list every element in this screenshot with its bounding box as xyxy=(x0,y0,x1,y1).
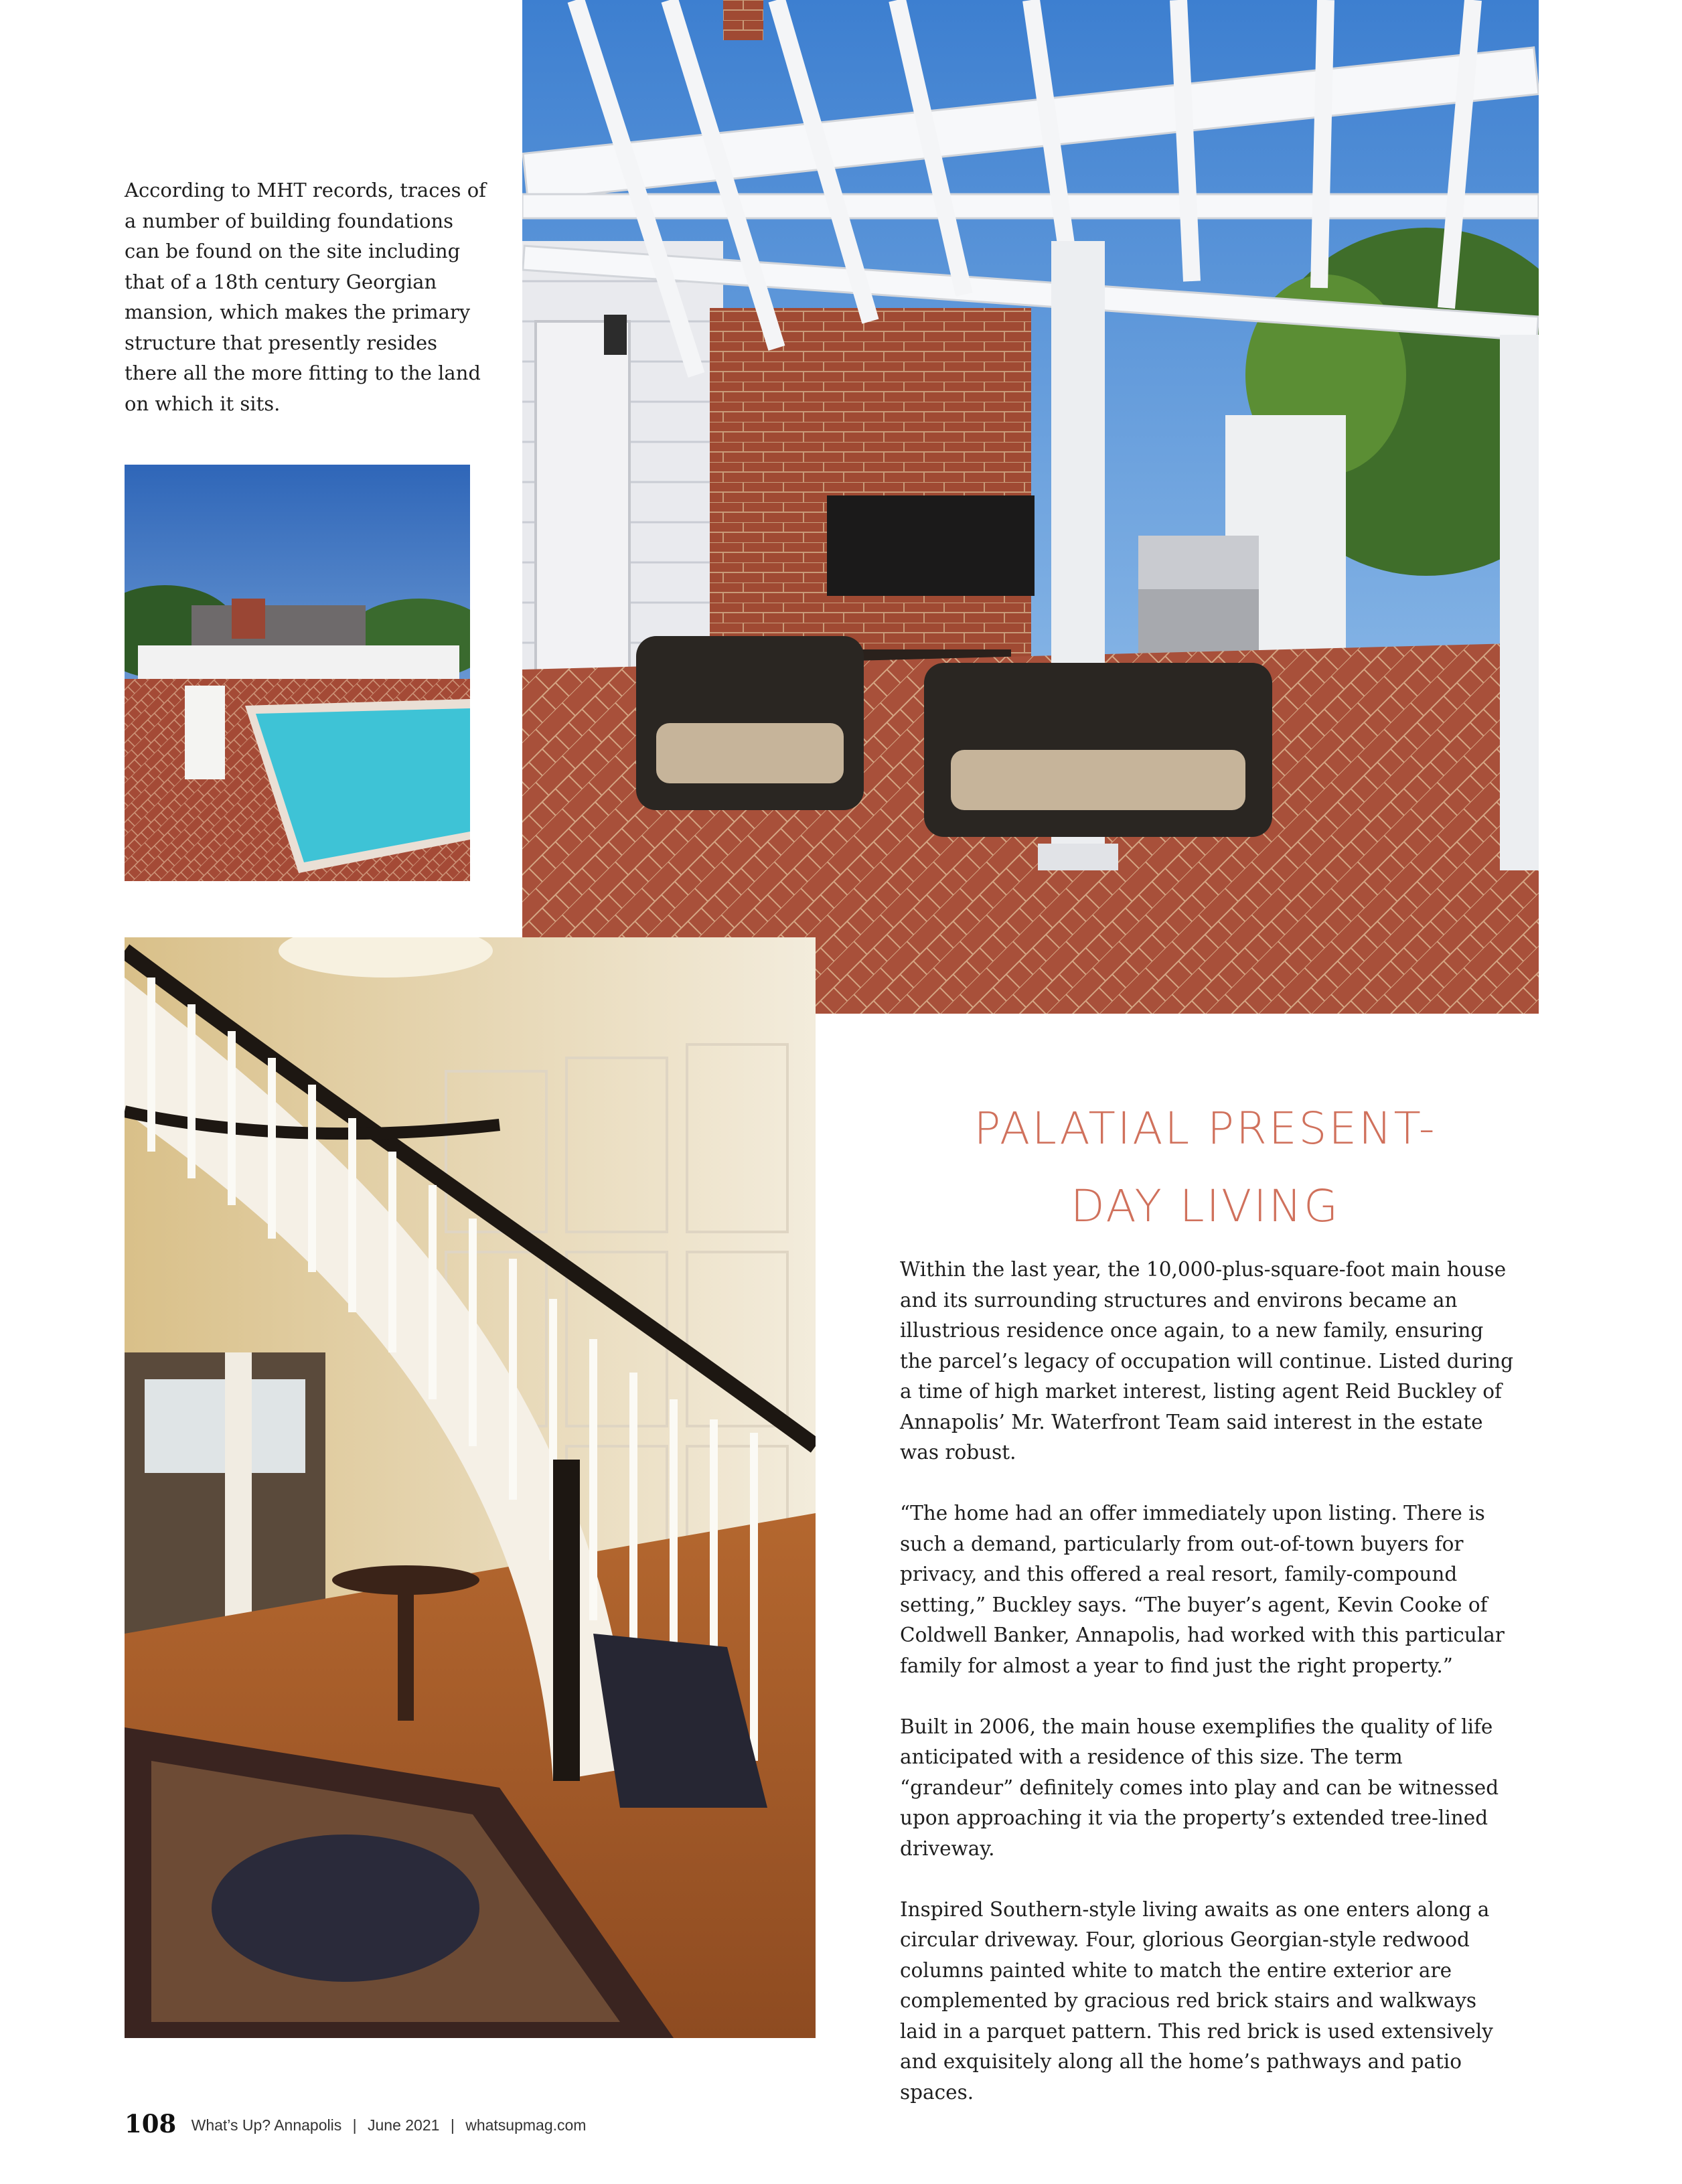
section-heading xyxy=(870,1090,1540,1245)
sidebar-paragraph: According to MHT records, traces of a number of building foundations can be found on the site including that of a 18th century Georgian mansion, which makes the primary structure that presently resides there all the more fitting to the land on which it sits. xyxy=(125,179,486,415)
photo-pergola-patio xyxy=(522,0,1539,1014)
article-paragraph: Within the last year, the 10,000-plus-square-foot main house and its surrounding structures and environs became an illustrious residence once again, to a new family, ensuring the parcel’s legacy of occupation will continue. Listed during a time of high market interest, listing agent Reid Buckley of Annapolis’ Mr. Waterfront Team said interest in the estate was robust. xyxy=(900,1258,1514,1464)
article-paragraph: “The home had an offer immediately upon listing. There is such a demand, particularly from out-of-town buyers for privacy, and this offered a real resort, family-compound setting,” Buckley says. “The buyer’s agent, Kevin Cooke of Coldwell Banker, Annapolis, had worked with this particular family for almost a year to find just the right property.” xyxy=(900,1502,1505,1677)
article-paragraph: Inspired Southern-style living awaits as one enters along a circular driveway. Four, glorious Georgian-style redwood columns painted white to match the entire exterior are complemented by gracious red brick stairs and walkways laid in a parquet pattern. This red brick is used extensively and exquisitely along all the home’s pathways and patio spaces. xyxy=(900,1897,1493,2104)
page-number: 108 xyxy=(125,2109,177,2138)
heading-line-1: PALATIAL PRESENT- xyxy=(974,1103,1437,1154)
article-body xyxy=(900,1255,1513,2138)
page-footer xyxy=(125,2109,586,2138)
footer-separator: | xyxy=(450,2116,455,2134)
photo-staircase xyxy=(125,937,816,2038)
photo-pool xyxy=(125,465,470,881)
publication-name: What’s Up? Annapolis xyxy=(191,2116,342,2134)
sidebar-caption xyxy=(125,175,486,419)
issue-date: June 2021 xyxy=(368,2116,440,2134)
footer-separator: | xyxy=(352,2116,357,2134)
article-paragraph: Built in 2006, the main house exemplifies the quality of life anticipated with a residence of this size. The term “grandeur” definitely comes into play and can be witnessed upon approaching it via the property’s extended tree-lined driveway. xyxy=(900,1715,1499,1860)
heading-line-2: DAY LIVING xyxy=(1070,1180,1341,1232)
website-url: whatsupmag.com xyxy=(465,2116,587,2134)
